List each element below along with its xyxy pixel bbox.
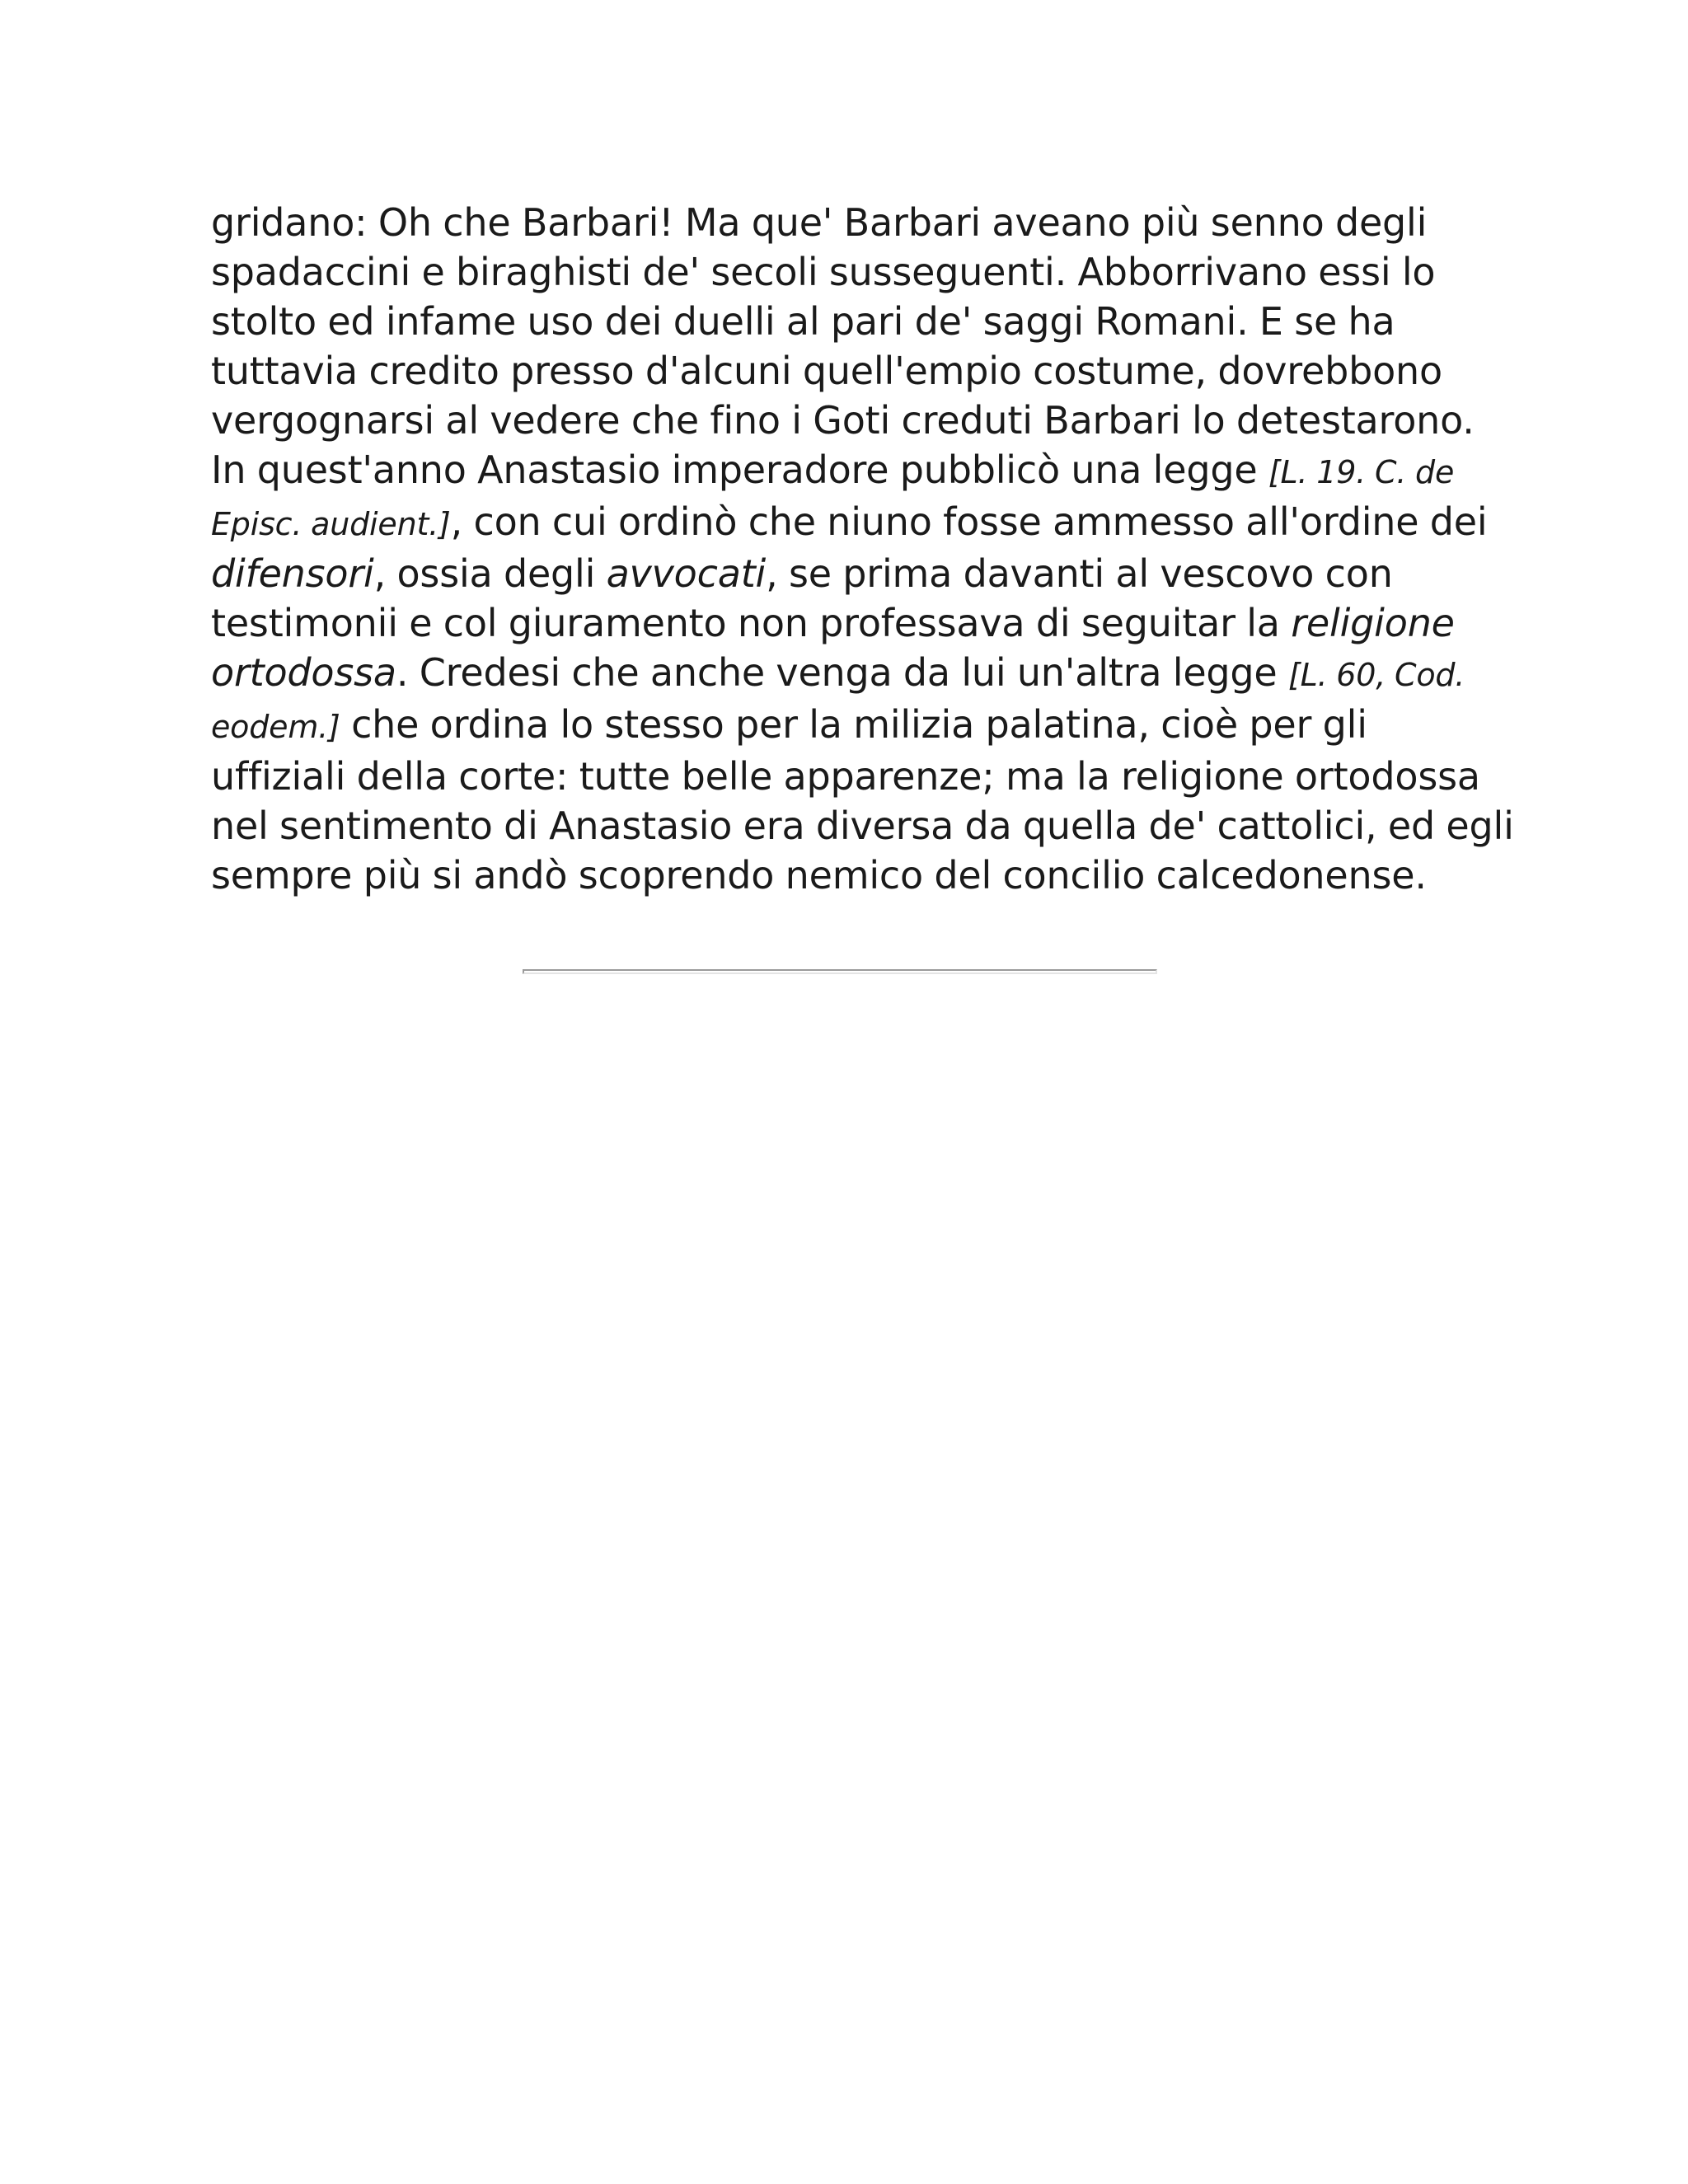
text-line — [211, 198, 1497, 247]
text-segment: che ordina lo stesso per la milizia palatina, cioè per gli — [340, 702, 1367, 747]
citation-reference: [L. 60, Cod. — [1287, 657, 1465, 693]
text-line — [211, 752, 1497, 801]
text-line — [211, 297, 1497, 346]
text-segment: . Credesi che anche venga da lui un'altra legge — [396, 650, 1288, 695]
text-line — [211, 497, 1497, 549]
text-line — [211, 445, 1497, 497]
citation-reference: Episc. audient.] — [211, 506, 451, 542]
citation-reference: [L. 19. C. de — [1268, 454, 1455, 490]
text-line — [211, 247, 1497, 297]
text-segment: uffiziali della corte: tutte belle apparenze; ma la religione ortodossa — [211, 754, 1480, 799]
text-segment: sempre più si andò scoprendo nemico del concilio calcedonense. — [211, 853, 1427, 898]
italic-term: avvocati — [606, 551, 767, 596]
text-line — [211, 801, 1514, 851]
text-line — [211, 851, 1497, 900]
text-segment: , se prima davanti al vescovo con — [766, 551, 1393, 596]
text-line — [211, 648, 1497, 700]
text-line — [211, 346, 1497, 396]
text-segment: , ossia degli — [373, 551, 607, 596]
body-paragraph — [211, 198, 1514, 900]
text-segment: , con cui ordinò che niuno fosse ammesso all'ordine dei — [450, 499, 1488, 544]
text-segment: tuttavia credito presso d'alcuni quell'empio costume, dovrebbono — [211, 349, 1442, 393]
text-line — [211, 598, 1497, 648]
text-segment: In quest'anno Anastasio imperadore pubblicò una legge — [211, 448, 1268, 492]
text-segment: spadaccini e biraghisti de' secoli susseguenti. Abborrivano essi lo — [211, 250, 1436, 294]
italic-term: ortodossa — [211, 650, 396, 695]
text-segment: vergognarsi al vedere che fino i Goti creduti Barbari lo detestarono. — [211, 398, 1475, 443]
text-segment: stolto ed infame uso dei duelli al pari de' saggi Romani. E se ha — [211, 299, 1395, 344]
text-segment: nel sentimento di Anastasio era diversa da quella de' cattolici, ed egli — [211, 804, 1514, 848]
italic-term: difensori — [211, 551, 374, 596]
text-line — [211, 700, 1497, 752]
horizontal-rule — [523, 969, 1157, 974]
text-segment: gridano: Oh che Barbari! Ma que' Barbari aveano più senno degli — [211, 200, 1428, 245]
text-segment: testimonii e col giuramento non professava di seguitar la — [211, 601, 1292, 645]
text-line — [211, 396, 1497, 445]
text-line — [211, 549, 1497, 598]
italic-term: religione — [1291, 601, 1455, 645]
citation-reference: eodem.] — [211, 709, 340, 745]
